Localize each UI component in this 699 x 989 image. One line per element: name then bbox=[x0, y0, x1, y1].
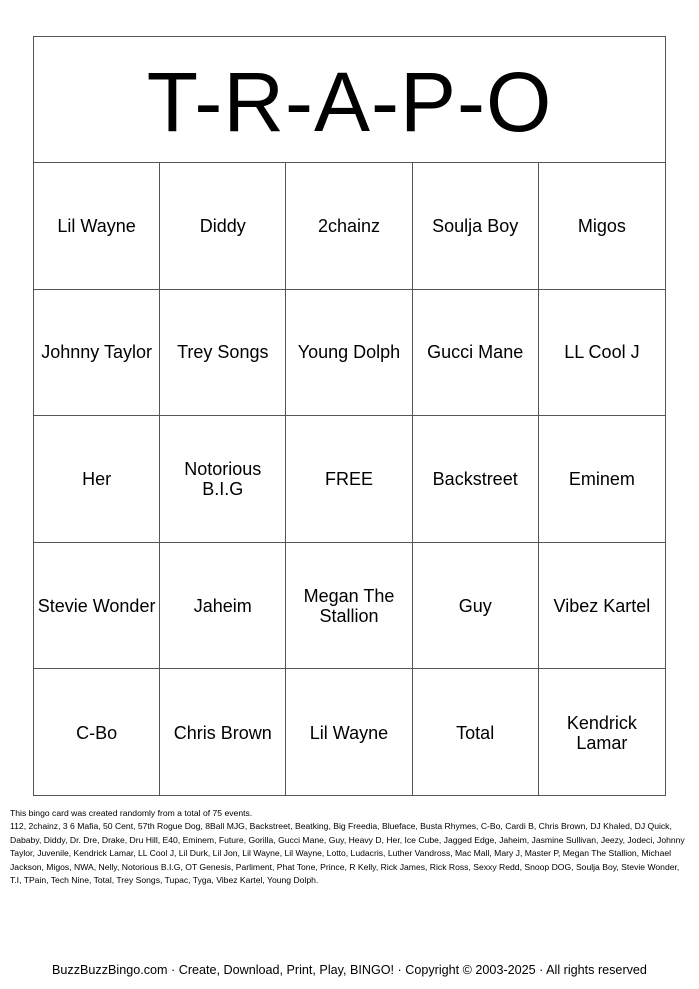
bingo-cell: Stevie Wonder bbox=[34, 543, 160, 670]
bingo-cell: Megan The Stallion bbox=[286, 543, 412, 670]
bingo-cell: Johnny Taylor bbox=[34, 290, 160, 417]
bingo-cell: Kendrick Lamar bbox=[566, 712, 637, 753]
bingo-cell: Migos bbox=[539, 163, 665, 290]
bingo-cell: Eminem bbox=[539, 416, 665, 543]
bingo-cell: Notorious B.I.G bbox=[160, 416, 286, 543]
bingo-cell: Vibez Kartel bbox=[539, 543, 665, 670]
event-list: 112, 2chainz, 3 6 Mafia, 50 Cent, 57th Rogue Dog, 8Ball MJG, Backstreet, Beatking, Big Freedia, Blueface, Busta Rhymes, C-Bo, Cardi B, Chris Brown, DJ Khaled, DJ Quick, Dababy, Diddy, Dr. Dre, Drake, Dru Hill, E40, Eminem, Future, Gorilla, Gucci Mane, Guy, Heavy D, Her, Ice Cube, Jagged Edge, Jaheim, Jasmine Sullivan, Jeezy, Jodeci, Johnny Taylor, Juvenile, Kendrick Lamar, LL Cool J, Lil Durk, Lil Jon, Lil Wayne, Lil Wayne, Lotto, Ludacris, Luther Vandross, Mac Mall, Mary J, Master P, Megan The Stallion, Michael Jackson, Migos, NWA, Nelly, Notorious B.I.G, OT Genesis, Parliment, Phat Tone, Prince, R Kelly, Rick James, Rick Ross, Sexxy Redd, Snoop DOG, Soulja Boy, Stevie Wonder, T.I, TPain, Tech Nine, Total, Trey Songs, Tupac, Tyga, Vibez Kartel, Young Dolph. bbox=[10, 821, 685, 886]
bingo-cell: Lil Wayne bbox=[34, 163, 160, 290]
bingo-cell: Jaheim bbox=[160, 543, 286, 670]
bingo-cell: Her bbox=[34, 416, 160, 543]
card-title: T-R-A-P-O bbox=[146, 54, 553, 149]
bingo-cell: Gucci Mane bbox=[413, 290, 539, 417]
info-intro: This bingo card was created randomly from a total of 75 events. bbox=[10, 808, 253, 818]
bingo-cell: LL Cool J bbox=[539, 290, 665, 417]
bingo-cell: Chris Brown bbox=[160, 669, 286, 796]
bingo-cell: 2chainz bbox=[286, 163, 412, 290]
bingo-cell: Total bbox=[413, 669, 539, 796]
footer: BuzzBuzzBingo.com · Create, Download, Print, Play, BINGO! · Copyright © 2003-2025 · All rights reserved bbox=[52, 963, 647, 977]
title-row bbox=[34, 37, 665, 163]
free-space-cell: FREE bbox=[286, 416, 412, 543]
bingo-cell: Backstreet bbox=[413, 416, 539, 543]
bingo-cell: Diddy bbox=[160, 163, 286, 290]
bingo-card bbox=[33, 36, 666, 796]
bingo-cell: Young Dolph bbox=[286, 290, 412, 417]
bingo-cell: Soulja Boy bbox=[413, 163, 539, 290]
bingo-cell: Lil Wayne bbox=[286, 669, 412, 796]
bingo-cell: Trey Songs bbox=[160, 290, 286, 417]
bingo-grid bbox=[34, 163, 665, 796]
card-info bbox=[10, 807, 692, 887]
bingo-cell: C-Bo bbox=[34, 669, 160, 796]
bingo-cell: Guy bbox=[413, 543, 539, 670]
